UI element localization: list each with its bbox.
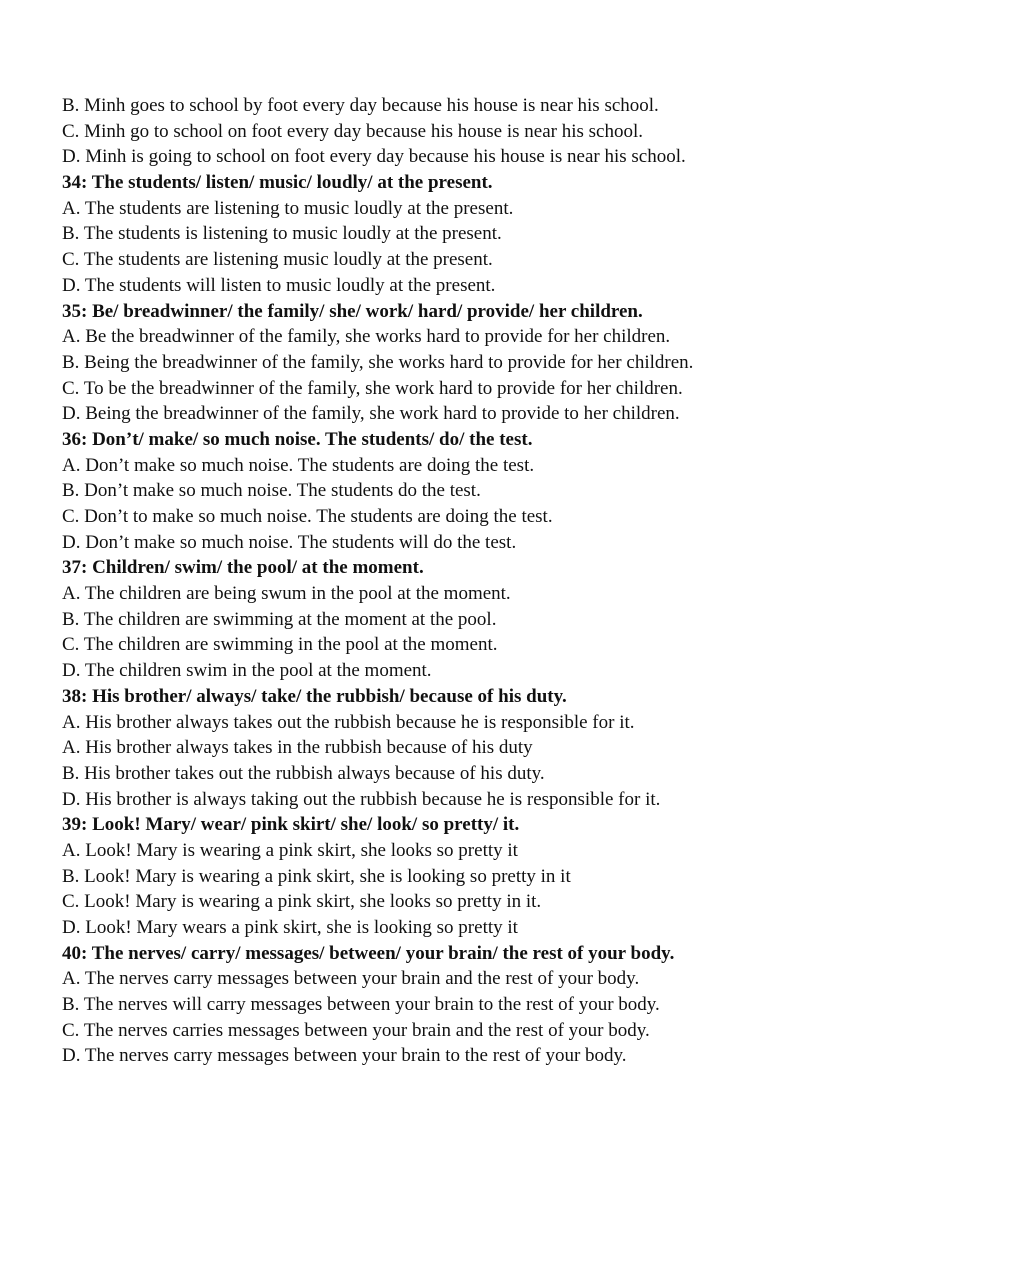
answer-option: C. Look! Mary is wearing a pink skirt, she looks so pretty in it. xyxy=(62,891,542,913)
answer-option: A. The nerves carry messages between your brain and the rest of your body. xyxy=(62,968,640,990)
answer-option: C. The children are swimming in the pool at the moment. xyxy=(62,634,498,656)
question-prompt: 40: The nerves/ carry/ messages/ between/ your brain/ the rest of your body. xyxy=(62,942,675,964)
answer-option: C. Minh go to school on foot every day because his house is near his school. xyxy=(62,120,643,142)
question-prompt: 34: The students/ listen/ music/ loudly/ at the present. xyxy=(62,172,493,194)
question-prompt: 35: Be/ breadwinner/ the family/ she/ work/ hard/ provide/ her children. xyxy=(62,300,643,322)
answer-option: D. His brother is always taking out the rubbish because he is responsible for it. xyxy=(62,788,661,810)
answer-option: B. The students is listening to music loudly at the present. xyxy=(62,223,502,245)
answer-option: A. Don’t make so much noise. The students are doing the test. xyxy=(62,454,535,476)
answer-option: B. The children are swimming at the moment at the pool. xyxy=(62,608,497,630)
answer-option: C. The students are listening music loudly at the present. xyxy=(62,249,493,271)
answer-option: D. Being the breadwinner of the family, she work hard to provide to her children. xyxy=(62,403,680,425)
answer-option: B. Being the breadwinner of the family, she works hard to provide for her children. xyxy=(62,351,694,373)
answer-option: D. Look! Mary wears a pink skirt, she is looking so pretty it xyxy=(62,917,518,938)
answer-option: A. Look! Mary is wearing a pink skirt, she looks so pretty it xyxy=(62,839,518,861)
answer-option: D. Minh is going to school on foot every day because his house is near his school. xyxy=(62,146,686,168)
answer-option: B. His brother takes out the rubbish always because of his duty. xyxy=(62,762,545,784)
answer-option: A. His brother always takes in the rubbish because of his duty xyxy=(62,737,533,759)
answer-option: A. The students are listening to music loudly at the present. xyxy=(62,197,514,219)
answer-option: A. Be the breadwinner of the family, she works hard to provide for her children. xyxy=(62,326,671,348)
answer-option: B. Minh goes to school by foot every day because his house is near his school. xyxy=(62,95,659,116)
worksheet-page xyxy=(62,93,962,1069)
answer-option: B. Look! Mary is wearing a pink skirt, she is looking so pretty in it xyxy=(62,865,571,887)
question-prompt: 37: Children/ swim/ the pool/ at the moment. xyxy=(62,557,424,579)
answer-option: A. His brother always takes out the rubbish because he is responsible for it. xyxy=(62,711,635,733)
answer-option: D. The nerves carry messages between your brain to the rest of your body. xyxy=(62,1045,627,1067)
answer-option: C. The nerves carries messages between your brain and the rest of your body. xyxy=(62,1019,650,1041)
question-prompt: 36: Don’t/ make/ so much noise. The students/ do/ the test. xyxy=(62,428,533,450)
question-prompt: 38: His brother/ always/ take/ the rubbish/ because of his duty. xyxy=(62,685,567,707)
question-prompt: 39: Look! Mary/ wear/ pink skirt/ she/ look/ so pretty/ it. xyxy=(62,814,520,836)
answer-option: D. Don’t make so much noise. The students will do the test. xyxy=(62,531,517,553)
answer-option: B. Don’t make so much noise. The students do the test. xyxy=(62,480,481,502)
answer-option: C. To be the breadwinner of the family, she work hard to provide for her children. xyxy=(62,377,683,399)
answer-option: D. The students will listen to music loudly at the present. xyxy=(62,274,496,296)
answer-option: A. The children are being swum in the pool at the moment. xyxy=(62,583,511,605)
answer-option: B. The nerves will carry messages between your brain to the rest of your body. xyxy=(62,994,660,1016)
answer-option: D. The children swim in the pool at the moment. xyxy=(62,660,432,682)
answer-option: C. Don’t to make so much noise. The students are doing the test. xyxy=(62,506,553,527)
